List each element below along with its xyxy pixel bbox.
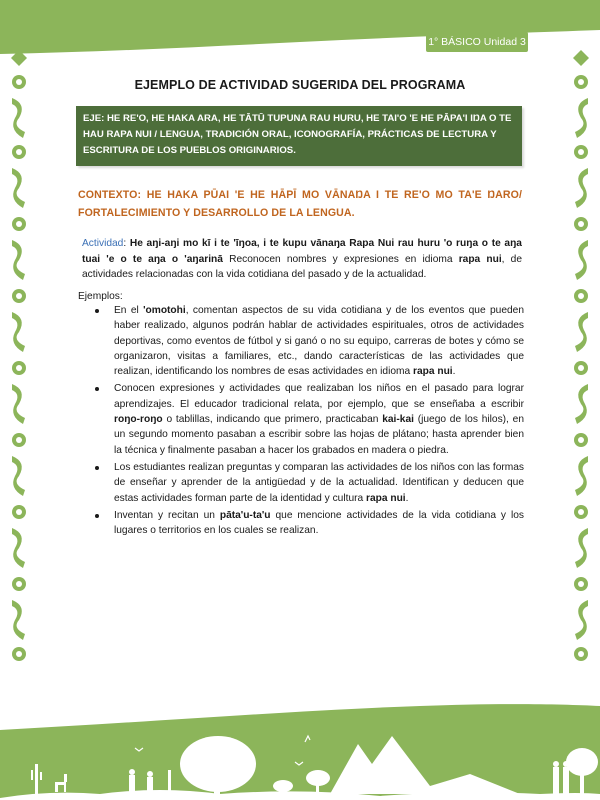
item-bold: roŋo-roŋo	[114, 414, 163, 426]
footer-landscape-illustration	[0, 690, 600, 800]
context-heading	[78, 186, 522, 222]
context-line-2: FORTALECIMIENTO Y DESARROLLO DE LA LENGUA.	[78, 207, 355, 219]
examples-list	[94, 303, 524, 540]
activity-separator: :	[123, 238, 130, 249]
item-text: En el	[114, 305, 144, 316]
rapanui-pattern-border-right	[571, 48, 591, 668]
page-title: EJEMPLO DE ACTIVIDAD SUGERIDA DEL PROGRAMA	[134, 78, 466, 92]
list-item	[94, 303, 524, 379]
item-bold: 'omotohi	[143, 305, 186, 316]
item-bold: kai-kai	[382, 414, 414, 426]
item-bold: rapa nui	[366, 492, 406, 504]
bullet-icon	[95, 514, 99, 518]
list-item	[94, 460, 524, 506]
item-text: (juego de los hilos), en un segundo momento pasaban a escribir sobre las hojas de plátano; hasta aprender bien la técnica y finalmente pasaban a hacer los grabados en madera o piedra.	[114, 414, 524, 456]
activity-desc-bold: rapa nui	[458, 253, 502, 265]
item-text: .	[452, 366, 456, 378]
bullet-icon	[95, 309, 99, 313]
item-text: Conocen expresiones y actividades que realizaban los niños en el pasado para lograr aprendizajes. El educador tradicional relata, por ejemplo, que se enseñaba a escribir	[114, 383, 524, 410]
activity-desc-part-1: Reconocen nombres y expresiones en idioma	[222, 253, 459, 265]
axis-box	[76, 106, 522, 166]
item-text: Los estudiantes realizan preguntas y comparan las actividades de los niños con las formas de enseñar y aprender de la antigüedad y de la actualidad. Identifican y deducen que estas actividades forman parte de la identidad y cultura	[114, 461, 524, 504]
list-item	[94, 508, 524, 539]
examples-label: Ejemplos:	[78, 291, 123, 302]
grade-unit-badge: 1° BÁSICO Unidad 3	[426, 32, 528, 52]
item-text: o tablillas, indicando que primero, practicaban	[162, 414, 383, 426]
item-text: que mencione actividades de la vida cotidiana y los lugares o territorios en los cuales se realizan.	[114, 509, 524, 537]
context-line-1: CONTEXTO: HE HAKA PŪAI 'E HE HĀPĪ MO VĀNAŊA I TE RE'O MO TA'E ŊARO/	[78, 189, 522, 201]
item-text: .	[405, 492, 409, 504]
item-text: , comentan aspectos de su vida cotidiana y de los eventos que pueden haber realizado, algunos podrán hablar de actividades espirituales, otros de actividades deportivas, como eventos de fútbol y si ganó o no su equipo, carreras de botes y cómo se organizaron, visitas a familiares, etc., dando características de las actividades que realizan, identificando los nombres de esas actividades en idioma	[114, 305, 524, 378]
item-bold: rapa nui	[413, 366, 453, 378]
rapanui-pattern-border-left	[9, 48, 29, 668]
item-text: Inventan y recitan un	[114, 509, 220, 521]
bullet-icon	[95, 387, 99, 391]
activity-label: Actividad	[82, 238, 124, 249]
item-bold: pāta'u-ta'u	[219, 509, 271, 521]
list-item	[94, 381, 524, 457]
axis-text: EJE: HE RE'O, HE HAKA ARA, HE TĀTŪ TUPUNA RAU HURU, HE TAI'O 'E HE PĀPA'I IŊA O TE HAU RAPA NUI / LENGUA, TRADICIÓN ORAL, ICONOGRAFÍA, PRÁCTICAS DE LECTURA Y ESCRITURA DE LOS PUEBLOS ORIGINARIOS.	[83, 113, 512, 156]
activity-title-rapanui: He aŋi-aŋi mo kī i te 'īŋoa, i te kupu vānaŋa Rapa Nui rau huru 'o ruŋa o te aŋa tuai 'e o te aŋa o 'aŋarinā	[82, 238, 522, 265]
bullet-icon	[95, 466, 99, 470]
activity-paragraph	[82, 236, 522, 283]
activity-desc-part-2: , de actividades relacionadas con la vida cotidiana del pasado y de la actualidad.	[82, 253, 522, 280]
